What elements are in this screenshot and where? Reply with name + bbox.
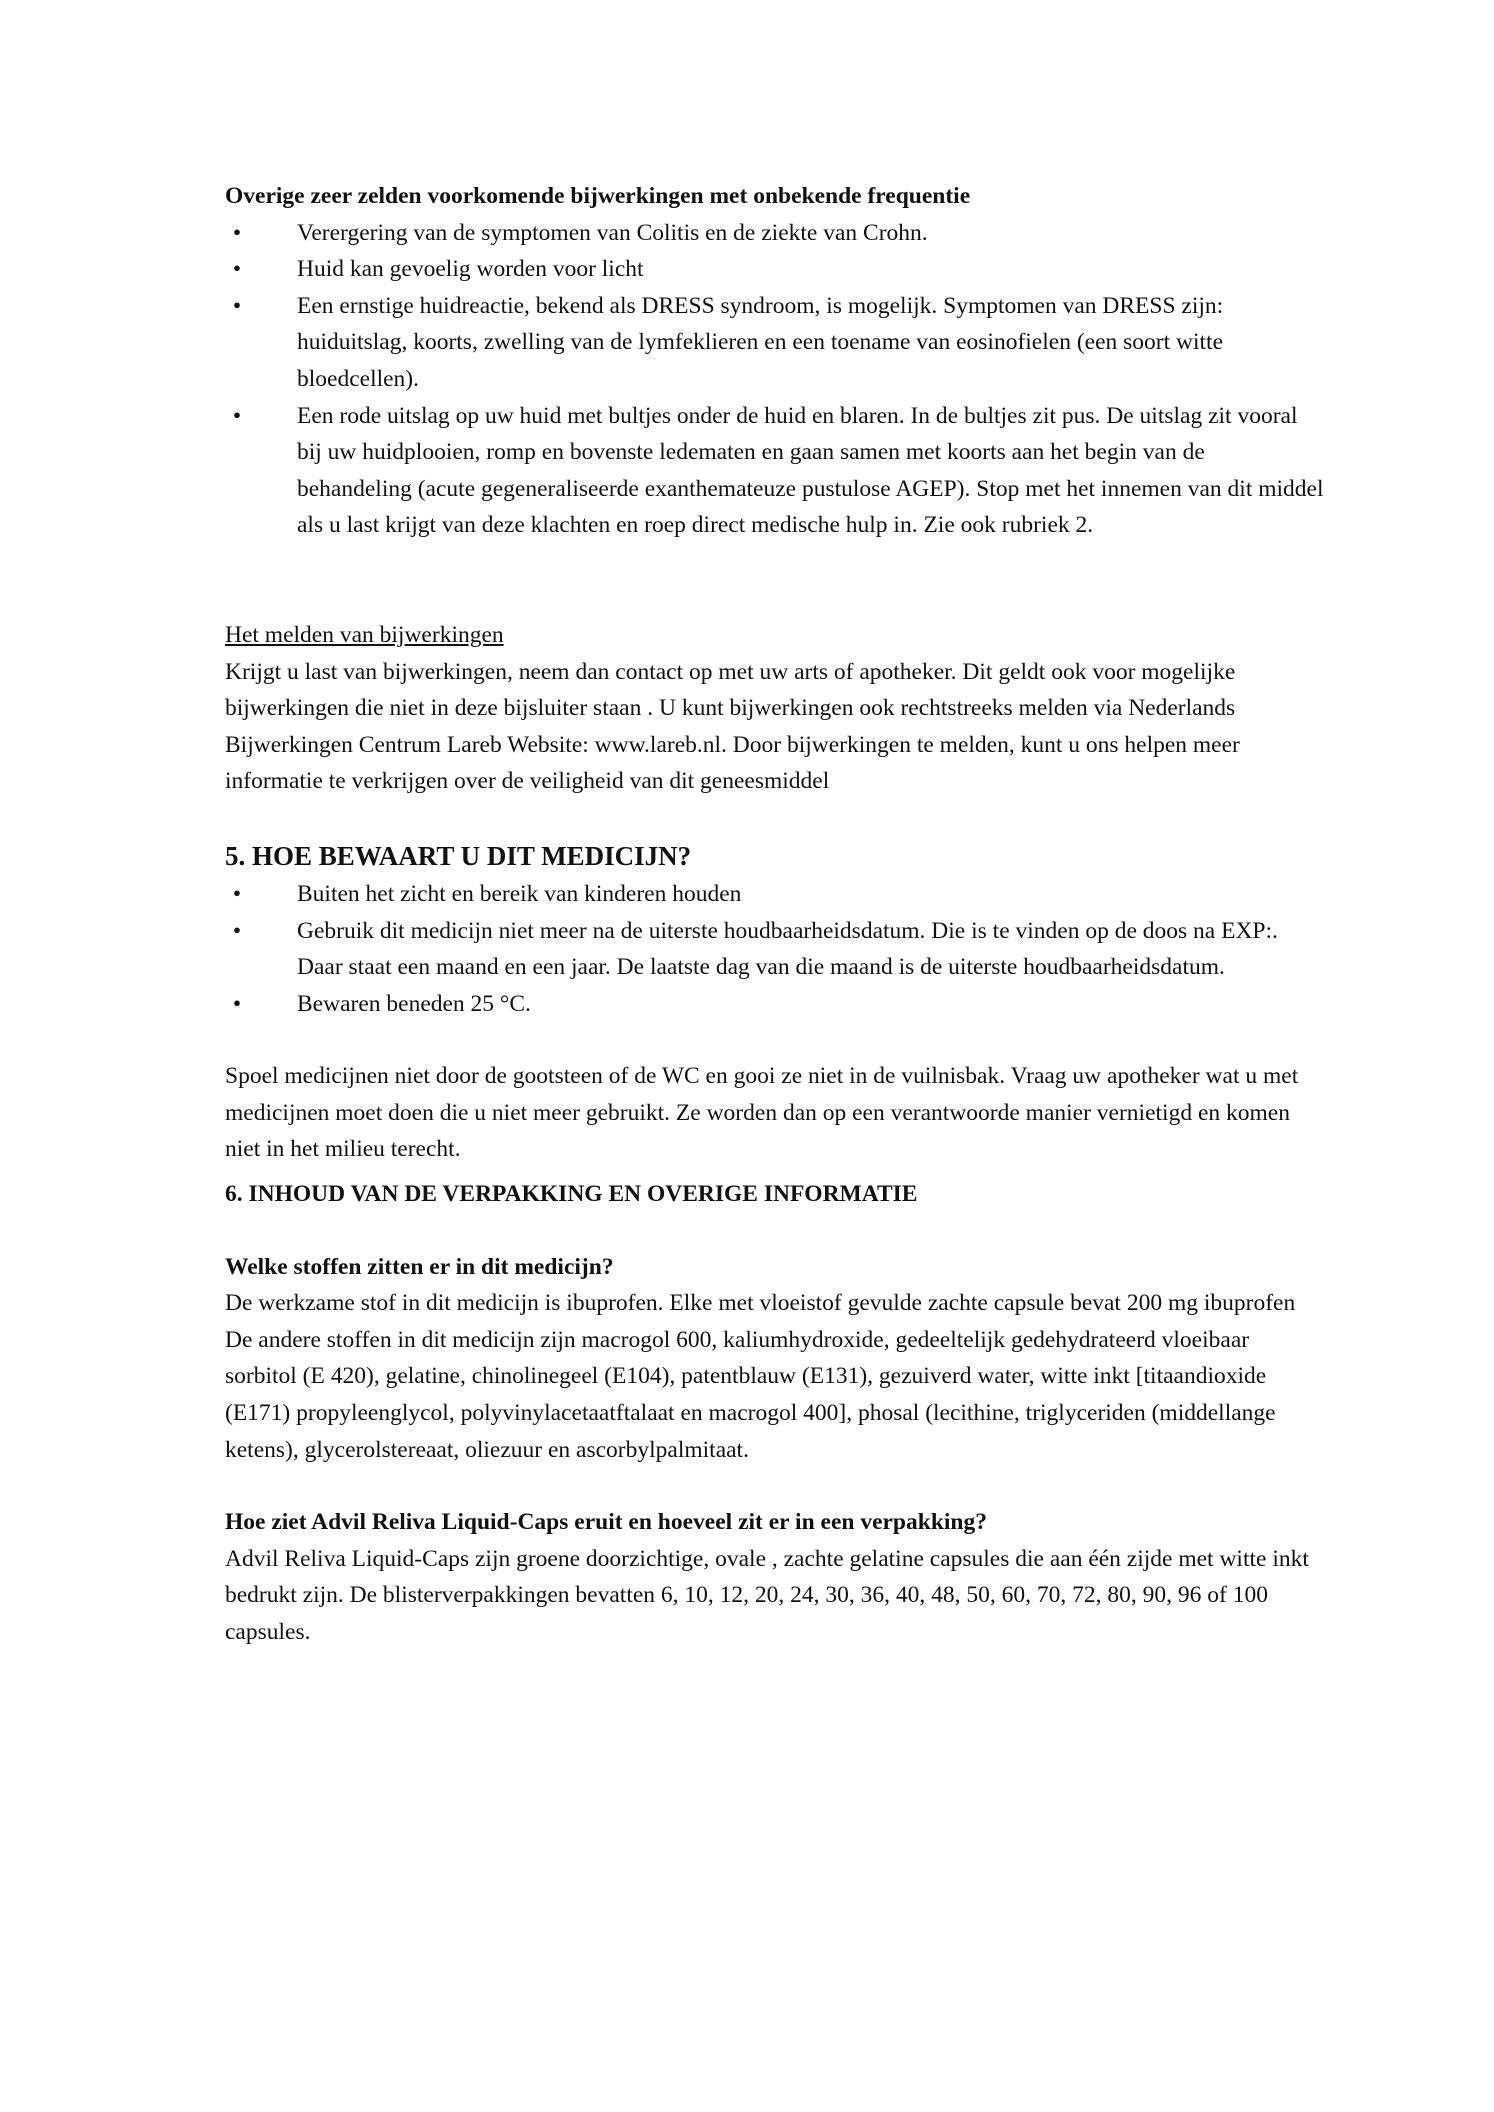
- list-item: • Gebruik dit medicijn niet meer na de uiterste houdbaarheidsdatum. Die is te vinden op de doos na EXP:. Daar staat een maand en een jaar. De laatste dag van die maand is de uiterste houdbaarheidsdatum.: [225, 913, 1325, 986]
- side-effects-heading: Overige zeer zelden voorkomende bijwerkingen met onbekende frequentie: [225, 183, 971, 209]
- leaflet-page: [225, 178, 1325, 1651]
- bullet-icon: •: [232, 917, 242, 944]
- other-ingredients-text: De andere stoffen in dit medicijn zijn macrogol 600, kaliumhydroxide, gedeeltelijk gedehydrateerd vloeibaar sorbitol (E 420), gelatine, chinolinegeel (E104), patentblauw (E131), gezuiverd water, witte inkt [titaandioxide (E171) propyleenglycol, polyvinylacetaatftalaat en macrogol 400], phosal (lecithine, triglyceriden (middellange ketens), glycerolstereaat, oliezuur en ascorbylpalmitaat.: [225, 1326, 1276, 1463]
- bullet-icon: •: [232, 990, 242, 1017]
- reporting-heading: Het melden van bijwerkingen: [225, 621, 504, 648]
- reporting-text: Krijgt u last van bijwerkingen, neem dan contact op met uw arts of apotheker. Dit geldt ook voor mogelijke bijwerkingen die niet in deze bijsluiter staan . U kunt bijwerkingen ook rechtstreeks melden via Nederlands Bijwerkingen Centrum Lareb Website: www.lareb.nl. Door bijwerkingen te melden, kunt u ons helpen meer informatie te verkrijgen over de veiligheid van dit geneesmiddel: [225, 658, 1240, 795]
- list-item: • Bewaren beneden 25 °C.: [225, 986, 1325, 1023]
- bullet-icon: •: [232, 292, 242, 319]
- bullet-icon: •: [232, 256, 242, 283]
- bullet-icon: •: [232, 880, 242, 907]
- list-item: • Verergering van de symptomen van Colitis en de ziekte van Crohn.: [225, 215, 1325, 252]
- list-item: • Buiten het zicht en bereik van kinderen houden: [225, 876, 1325, 913]
- bullet-icon: •: [232, 219, 242, 246]
- storage-list: [225, 876, 1325, 1022]
- appearance-heading: Hoe ziet Advil Reliva Liquid-Caps eruit en hoeveel zit er in een verpakking?: [225, 1509, 987, 1536]
- disposal-text: Spoel medicijnen niet door de gootsteen of de WC en gooi ze niet in de vuilnisbak. Vraag uw apotheker wat u met medicijnen moet doen die u niet meer gebruikt. Ze worden dan op een verantwoorde manier vernietigd en komen niet in het milieu terecht.: [225, 1063, 1299, 1163]
- side-effects-list: [225, 215, 1325, 544]
- ingredients-heading: Welke stoffen zitten er in dit medicijn?: [225, 1253, 614, 1280]
- list-item: • Een rode uitslag op uw huid met bultjes onder de huid en blaren. In de bultjes zit pus. De uitslag zit vooral bij uw huidplooien, romp en bovenste ledematen en gaan samen met koorts aan het begin van de behandeling (acute gegeneraliseerde exanthemateuze pustulose AGEP). Stop met het innemen van dit middel als u last krijgt van deze klachten en roep direct medische hulp in. Zie ook rubriek 2.: [225, 398, 1325, 544]
- list-item: • Een ernstige huidreactie, bekend als DRESS syndroom, is mogelijk. Symptomen van DRESS zijn: huiduitslag, koorts, zwelling van de lymfeklieren en een toename van eosinofielen (een soort witte bloedcellen).: [225, 288, 1325, 398]
- bullet-icon: •: [232, 402, 242, 429]
- list-item: • Huid kan gevoelig worden voor licht: [225, 251, 1325, 288]
- appearance-text: Advil Reliva Liquid-Caps zijn groene doorzichtige, ovale , zachte gelatine capsules die aan één zijde met witte inkt bedrukt zijn. De blisterverpakkingen bevatten 6, 10, 12, 20, 24, 30, 36, 40, 48, 50, 60, 70, 72, 80, 90, 96 of 100 capsules.: [225, 1545, 1309, 1645]
- contents-heading: 6. INHOUD VAN DE VERPAKKING EN OVERIGE INFORMATIE: [225, 1181, 918, 1208]
- active-ingredient-text: De werkzame stof in dit medicijn is ibuprofen. Elke met vloeistof gevulde zachte capsule bevat 200 mg ibuprofen: [225, 1290, 1296, 1317]
- storage-heading: 5. HOE BEWAART U DIT MEDICIJN?: [225, 840, 692, 871]
